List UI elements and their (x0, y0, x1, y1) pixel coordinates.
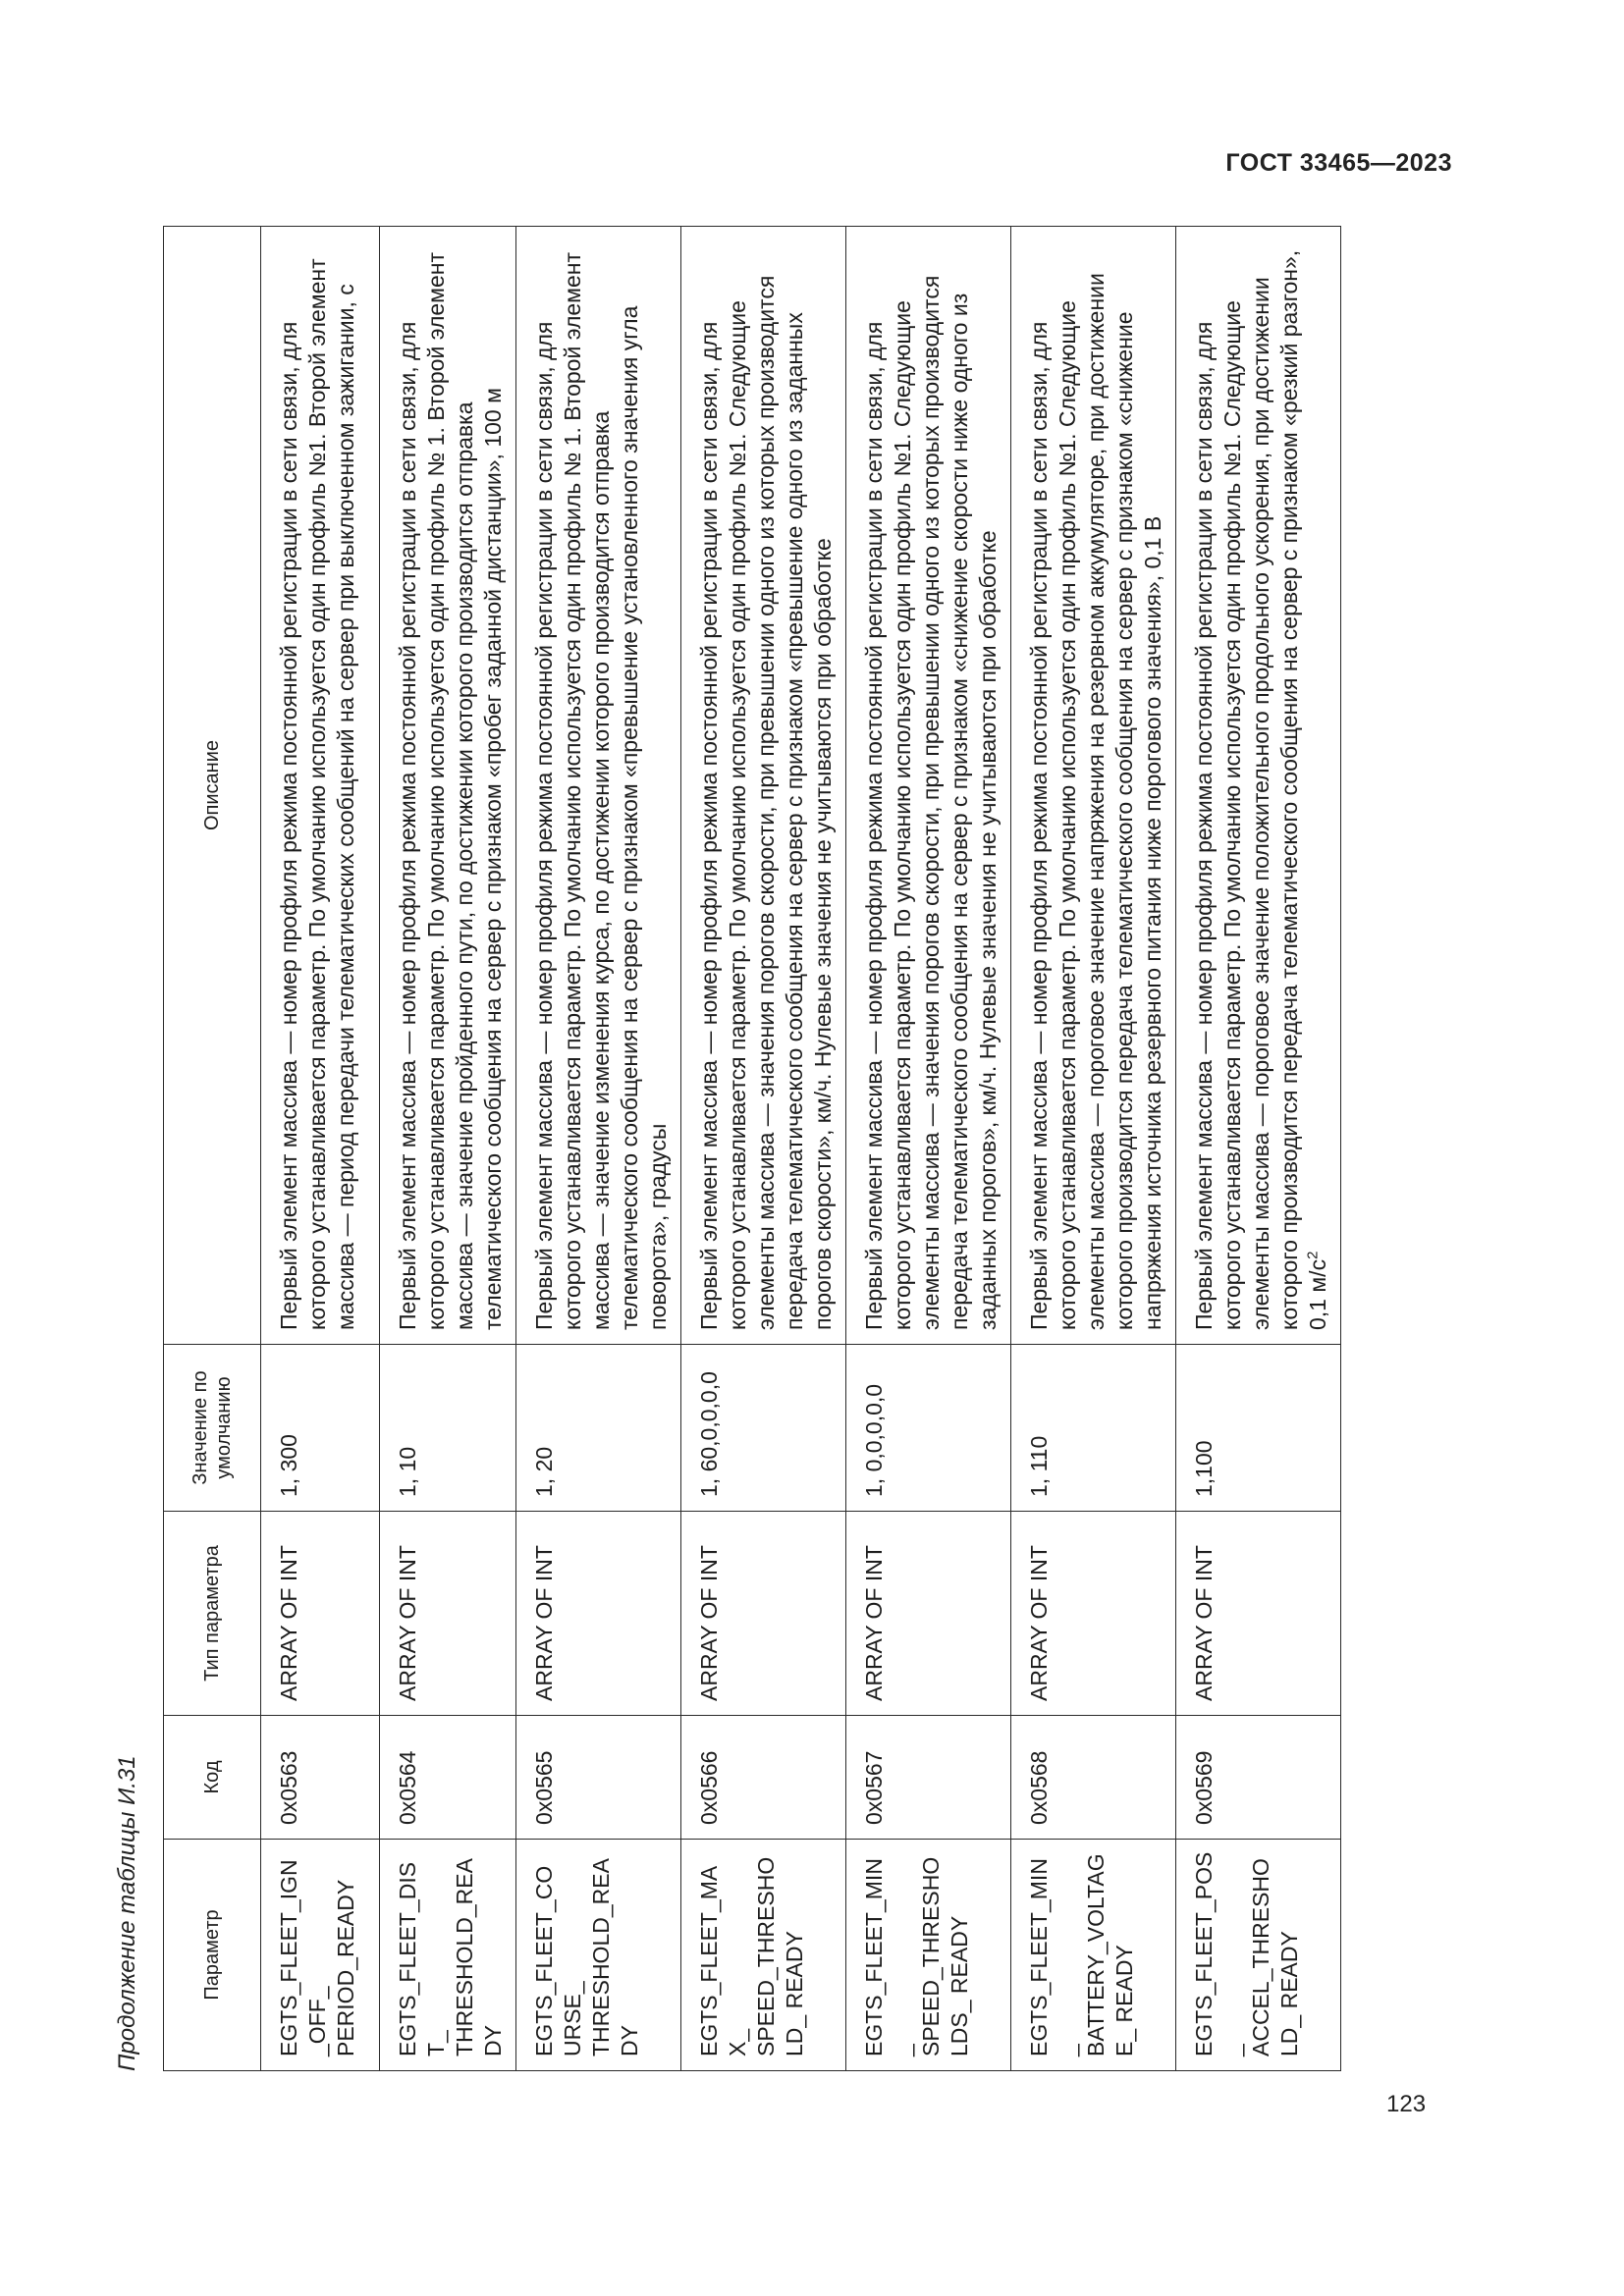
cell-code: 0x0568 (1011, 1716, 1176, 1840)
cell-default: 1,100 (1176, 1345, 1341, 1512)
cell-param: EGTS_FLEET_MIN_ SPEED_THRESHOLDS_ READY (846, 1840, 1011, 2071)
cell-description: Первый элемент массива — номер профиля режима постоянной регистрации в сети связи, для которого устанавливается параметр. По умолчанию используется один профиль №1. Второй элемент массива — период передачи телематических сообщений на сервер при выключенном зажигании, с (261, 227, 380, 1345)
cell-param: EGTS_FLEET_COURSE_ THRESHOLD_READY (516, 1840, 681, 2071)
table-row (846, 227, 1011, 2071)
cell-description: Первый элемент массива — номер профиля режима постоянной регистрации в сети связи, для которого устанавливается параметр. По умолчанию используется один профиль №1. Следующие элементы массива — значения порогов скорости, при превышении одного из которых производится передача телематического сообщения на сервер с признаком «превышение одного из заданных порогов скорости», км/ч. Нулевые значения не учитываются при обработке (681, 227, 846, 1345)
cell-type: ARRAY OF INT (516, 1512, 681, 1716)
table-row (681, 227, 846, 2071)
table-row (380, 227, 516, 2071)
cell-param: EGTS_FLEET_DIST_ THRESHOLD_READY (380, 1840, 516, 2071)
header-type: Тип параметра (164, 1512, 261, 1716)
cell-default: 1, 300 (261, 1345, 380, 1512)
cell-param: EGTS_FLEET_POS_ ACCEL_THRESHOLD_ READY (1176, 1840, 1341, 2071)
cell-default: 1, 60,0,0,0,0 (681, 1345, 846, 1512)
cell-type: ARRAY OF INT (1011, 1512, 1176, 1716)
cell-code: 0x0569 (1176, 1716, 1341, 1840)
cell-type: ARRAY OF INT (380, 1512, 516, 1716)
description-text: Первый элемент массива — номер профиля режима постоянной регистрации в сети связи, для которого устанавливается параметр. По умолчанию используется один профиль №1. Следующие элементы массива — пороговое значение положительного продольного ускорения, при достижении которого производится передача телематического сообщения на сервер с признаком «резкий разгон», 0,1 м/с (1191, 249, 1330, 1330)
cell-code: 0x0567 (846, 1716, 1011, 1840)
cell-description: Первый элемент массива — номер профиля режима постоянной регистрации в сети связи, для которого устанавливается параметр. По умолчанию используется один профиль № 1. Второй элемент массива — значение пройденного пути, по достижении которого производится отправка телематического сообщения на сервер с признаком «пробег заданной дистанции», 100 м (380, 227, 516, 1345)
cell-param: EGTS_FLEET_MAX_ SPEED_THRESHOLD_ READY (681, 1840, 846, 2071)
cell-code: 0x0563 (261, 1716, 380, 1840)
table-header-row (164, 227, 261, 2071)
cell-type: ARRAY OF INT (261, 1512, 380, 1716)
page-number: 123 (1386, 2091, 1427, 2117)
table-row (261, 227, 380, 2071)
table-caption: Продолжение таблицы И.31 (114, 1755, 140, 2071)
cell-description: Первый элемент массива — номер профиля режима постоянной регистрации в сети связи, для которого устанавливается параметр. По умолчанию используется один профиль №1. Следующие элементы массива — значения порогов скорости, при превышении одного из которых производится передача телематического сообщения на сервер с признаком «снижение скорости ниже одного из заданных порогов», км/ч. Нулевые значения не учитываются при обработке (846, 227, 1011, 1345)
table-row (1011, 227, 1176, 2071)
cell-default: 1, 110 (1011, 1345, 1176, 1512)
cell-default: 1, 10 (380, 1345, 516, 1512)
cell-type: ARRAY OF INT (681, 1512, 846, 1716)
cell-code: 0x0566 (681, 1716, 846, 1840)
cell-code: 0x0565 (516, 1716, 681, 1840)
cell-description: Первый элемент массива — номер профиля режима постоянной регистрации в сети связи, для которого устанавливается параметр. По умолчанию используется один профиль №1. Следующие элементы массива — пороговое значение напряжения на резервном аккумуляторе, при достижении которого производится передача телематического сообщения на сервер с признаком «снижение напряжения источника резервного питания ниже порогового значения», 0,1 В (1011, 227, 1176, 1345)
header-default: Значение по умолчанию (164, 1345, 261, 1512)
parameters-table (163, 226, 1341, 2071)
table-row (1176, 227, 1341, 2071)
table-row (516, 227, 681, 2071)
cell-param: EGTS_FLEET_IGN_OFF_ PERIOD_READY (261, 1840, 380, 2071)
cell-default: 1, 0,0,0,0,0 (846, 1345, 1011, 1512)
superscript-exponent: 2 (1304, 1251, 1322, 1259)
header-description: Описание (164, 227, 261, 1345)
rotated-page-content (108, 226, 1453, 2071)
cell-default: 1, 20 (516, 1345, 681, 1512)
cell-param: EGTS_FLEET_MIN_ BATTERY_VOLTAGE_ READY (1011, 1840, 1176, 2071)
cell-type: ARRAY OF INT (1176, 1512, 1341, 1716)
standard-designation: ГОСТ 33465—2023 (1225, 149, 1452, 177)
cell-code: 0x0564 (380, 1716, 516, 1840)
cell-description (1176, 227, 1341, 1345)
header-code: Код (164, 1716, 261, 1840)
header-param: Параметр (164, 1840, 261, 2071)
cell-type: ARRAY OF INT (846, 1512, 1011, 1716)
cell-description: Первый элемент массива — номер профиля режима постоянной регистрации в сети связи, для которого устанавливается параметр. По умолчанию используется один профиль № 1. Второй элемент массива — значение изменения курса, по достижении которого производится отправка телематического сообщения на сервер с признаком «превышение установленного значения угла поворота», градусы (516, 227, 681, 1345)
